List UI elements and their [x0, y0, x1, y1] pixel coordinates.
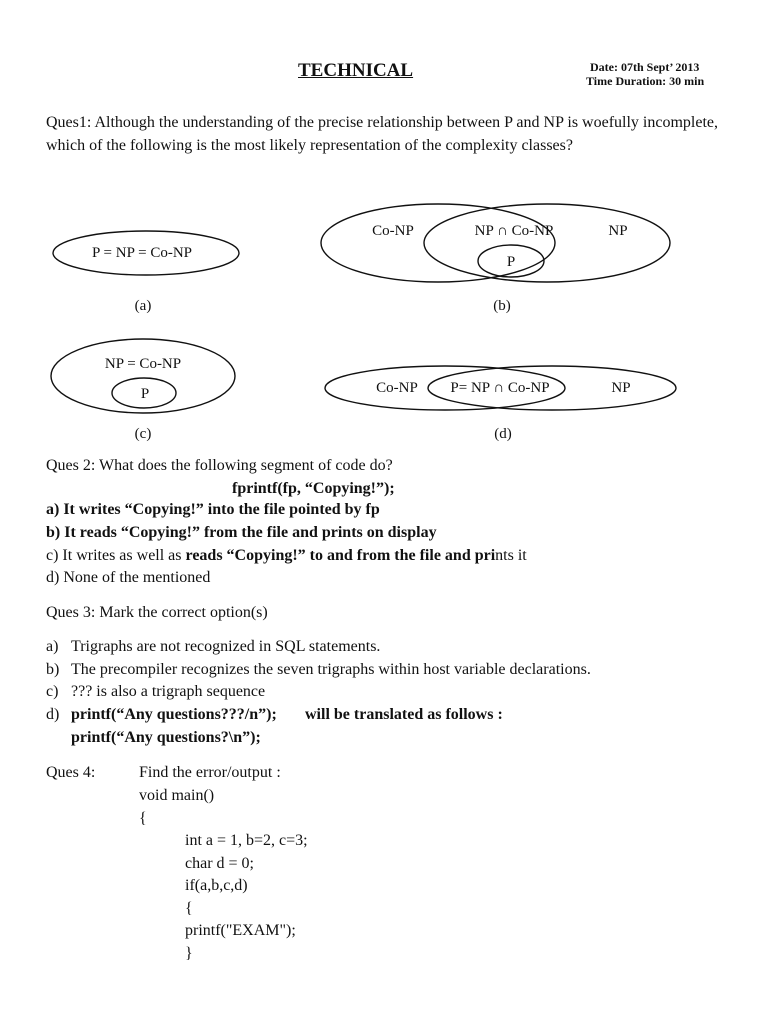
code-line: { — [185, 900, 193, 917]
question-4-label: Ques 4: — [46, 764, 96, 781]
diagram-b-caption: (b) — [493, 298, 511, 314]
question-3-option-a: Trigraphs are not recognized in SQL statements. — [71, 638, 381, 655]
diagram-c-caption: (c) — [134, 426, 152, 442]
question-2-option-b: b) It reads “Copying!” from the file and prints on display — [46, 524, 437, 541]
diagram-c-outer-label: NP = Co-NP — [104, 356, 182, 372]
diagram-d-caption: (d) — [494, 426, 512, 442]
code-line: char d = 0; — [185, 855, 254, 872]
page-title: TECHNICAL — [298, 60, 414, 81]
question-3-text: Ques 3: Mark the correct option(s) — [46, 604, 268, 621]
question-3-option-d-text: will be translated as follows : — [305, 706, 503, 723]
code-line: int a = 1, b=2, c=3; — [185, 832, 308, 849]
question-4-prompt: Find the error/output : — [139, 764, 281, 781]
question-1-text: Ques1: Although the understanding of the precise relationship between P and NP is woefully incomplete, which of the following is the most likely representation of the complexity classes? — [46, 114, 719, 154]
diagram-d-middle-label: P= NP ∩ Co-NP — [450, 380, 550, 396]
option-c-part-2: reads “Copying!” to and from the file and pri — [185, 547, 496, 564]
code-line: printf("EXAM"); — [185, 922, 296, 939]
exam-date: Date: 07th Sept’ 2013 — [590, 60, 700, 74]
diagram-c — [51, 339, 235, 442]
question-3-option-d-code-2: printf(“Any questions?\n”); — [71, 729, 261, 746]
diagram-a-caption: (a) — [134, 298, 152, 314]
code-line: { — [139, 810, 147, 827]
question-2-option-c — [46, 547, 527, 565]
question-3-option-c: ??? is also a trigraph sequence — [71, 683, 266, 700]
diagram-b — [321, 204, 670, 314]
diagram-b-left-label: Co-NP — [372, 223, 414, 239]
diagram-a — [53, 231, 239, 314]
code-line: void main() — [139, 787, 215, 804]
code-line: } — [185, 945, 193, 962]
question-2-option-a: a) It writes “Copying!” into the file pointed by fp — [46, 501, 380, 518]
option-c-part-3: nts it — [495, 547, 527, 564]
diagram-c-inner-label: P — [140, 386, 150, 402]
question-3-option-d-letter: d) — [46, 706, 60, 723]
diagram-b-conp-ellipse — [321, 204, 555, 282]
question-3-option-a-letter: a) — [46, 638, 59, 655]
question-3-option-d-code: printf(“Any questions???/n”); — [71, 706, 277, 723]
question-3-option-b-letter: b) — [46, 661, 60, 678]
question-3-option-c-letter: c) — [46, 683, 59, 700]
diagram-a-label: P = NP = Co-NP — [92, 245, 192, 261]
option-c-part-1: c) It writes as well as — [46, 547, 186, 564]
question-3-option-b: The precompiler recognizes the seven trigraphs within host variable declarations. — [71, 661, 591, 678]
question-2-text: Ques 2: What does the following segment of code do? — [46, 457, 393, 474]
diagram-b-np-ellipse — [424, 204, 670, 282]
diagram-d — [325, 366, 676, 442]
diagram-d-right-label: NP — [611, 380, 631, 396]
code-line: if(a,b,c,d) — [185, 877, 248, 894]
diagram-d-left-label: Co-NP — [376, 380, 418, 396]
question-2-option-d: d) None of the mentioned — [46, 569, 211, 586]
diagram-b-right-label: NP — [608, 223, 628, 239]
question-2-code: fprintf(fp, “Copying!”); — [232, 480, 395, 497]
time-duration: Time Duration: 30 min — [586, 74, 705, 88]
diagram-b-middle-label: NP ∩ Co-NP — [474, 223, 554, 239]
diagram-b-inner-label: P — [506, 254, 516, 270]
